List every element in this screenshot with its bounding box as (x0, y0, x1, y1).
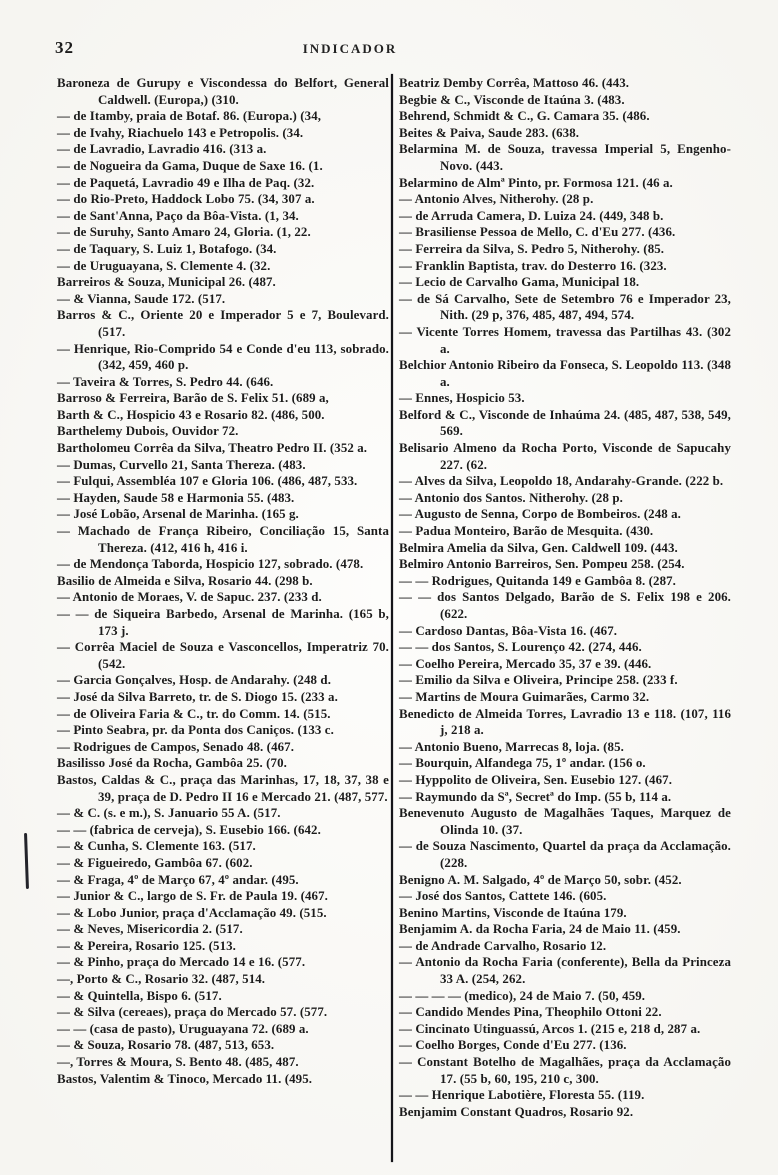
directory-entry: — de Andrade Carvalho, Rosario 12. (399, 938, 607, 953)
directory-entry: — José Lobão, Arsenal de Marinha. (165 g. (57, 507, 299, 522)
directory-entry: Belchior Antonio Ribeiro da Fonseca, S. Leopoldo 113. (348 a. (399, 358, 731, 389)
directory-entry: — de Sá Carvalho, Sete de Setembro 76 e Imperador 23, Nith. (29 p, 376, 485, 487, 494, 574. (399, 291, 731, 323)
directory-entry: — de Lavradio, Lavradio 416. (313 a. (57, 142, 267, 157)
directory-entry: — Fulqui, Assembléa 107 e Gloria 106. (486, 487, 533. (57, 474, 358, 489)
directory-entry: — Martins de Moura Guimarães, Carmo 32. (399, 689, 650, 704)
directory-entry: — Hayden, Saude 58 e Harmonia 55. (483. (57, 490, 295, 505)
directory-entry: — Brasiliense Pessoa de Mello, C. d'Eu 277. (436. (399, 225, 676, 240)
directory-entry: — Henrique, Rio-Comprido 54 e Conde d'eu 113, sobrado. (342, 459, 460 p. (57, 341, 389, 373)
directory-entry: Barthelemy Dubois, Ouvidor 72. (57, 424, 239, 439)
directory-entry: Benjamim Constant Quadros, Rosario 92. (399, 1104, 634, 1119)
column-divider-rule (391, 74, 393, 1162)
directory-entry: — & Fraga, 4º de Março 67, 4º andar. (495. (57, 872, 299, 887)
directory-entry: — José da Silva Barreto, tr. de S. Diogo 15. (233 a. (57, 689, 338, 704)
directory-entry: — Pinto Seabra, pr. da Ponta dos Caniços. (133 c. (57, 723, 334, 738)
directory-entry: Barth & C., Hospicio 43 e Rosario 82. (486, 500. (57, 407, 325, 422)
directory-entry: — & Souza, Rosario 78. (487, 513, 653. (57, 1038, 275, 1053)
directory-entry: — Rodrigues de Campos, Senado 48. (467. (57, 739, 295, 754)
directory-entry: — Corrêa Maciel de Souza e Vasconcellos, Imperatriz 70. (542. (57, 640, 389, 671)
directory-column-left (57, 75, 389, 1087)
directory-entry: — do Rio-Preto, Haddock Lobo 75. (34, 307 a. (57, 192, 315, 207)
running-title: INDICADOR (302, 41, 398, 56)
directory-entry: — Antonio de Moraes, V. de Sapuc. 237. (233 d. (57, 590, 322, 605)
directory-entry: Begbie & C., Visconde de Itaúna 3. (483. (399, 92, 625, 107)
directory-entry: Belisario Almeno da Rocha Porto, Visconde de Sapucahy 227. (62. (399, 441, 731, 472)
directory-entry: — Candido Mendes Pina, Theophilo Ottoni 22. (399, 1005, 662, 1020)
directory-entry: Behrend, Schmidt & C., G. Camara 35. (486. (399, 109, 650, 124)
directory-entry: — de Arruda Camera, D. Luiza 24. (449, 348 b. (399, 208, 664, 223)
directory-entry: — Cincinato Utinguassú, Arcos 1. (215 e, 218 d, 287 a. (399, 1021, 701, 1036)
directory-entry: — — — — (medico), 24 de Maio 7. (50, 459. (399, 988, 646, 1003)
directory-entry: — Ferreira da Silva, S. Pedro 5, Nitherohy. (85. (399, 241, 665, 256)
directory-entry: Beites & Paiva, Saude 283. (638. (399, 125, 580, 140)
directory-entry: — — de Siqueira Barbedo, Arsenal de Marinha. (165 b, 173 j. (57, 607, 389, 638)
directory-entry: Baroneza de Gurupy e Viscondessa do Belfort, General Caldwell. (Europa,) (310. (57, 76, 389, 107)
directory-entry: — — dos Santos, S. Lourenço 42. (274, 446. (399, 640, 642, 655)
directory-entry: — & Silva (cereaes), praça do Mercado 57. (577. (57, 1005, 328, 1020)
directory-entry: — — (fabrica de cerveja), S. Eusebio 166. (642. (57, 822, 321, 837)
directory-entry: — Hyppolito de Oliveira, Sen. Eusebio 127. (467. (399, 772, 673, 787)
directory-entry: — — Rodrigues, Quitanda 149 e Gambôa 8. (287. (399, 573, 677, 588)
directory-entry: Belmiro Antonio Barreiros, Sen. Pompeu 258. (254. (399, 557, 685, 572)
directory-entry: — Taveira & Torres, S. Pedro 44. (646. (57, 374, 274, 389)
directory-entry: Benino Martins, Visconde de Itaúna 179. (399, 905, 627, 920)
directory-entry: — & Quintella, Bispo 6. (517. (57, 988, 222, 1003)
directory-entry: — Dumas, Curvello 21, Santa Thereza. (483. (57, 457, 306, 472)
directory-entry: Bastos, Caldas & C., praça das Marinhas, 17, 18, 37, 38 e 39, praça de D. Pedro II 16 e Mercado 21. (487, 577. (57, 772, 389, 804)
page-header (0, 38, 778, 58)
directory-entry: — Ennes, Hospicio 53. (399, 391, 525, 406)
directory-entry: Benevenuto Augusto de Magalhães Taques, Marquez de Olinda 10. (37. (399, 806, 731, 837)
directory-entry: — Augusto de Senna, Corpo de Bombeiros. (248 a. (399, 507, 681, 522)
directory-entry: — & Lobo Junior, praça d'Acclamação 49. (515. (57, 905, 327, 920)
directory-entry: — — (casa de pasto), Uruguayana 72. (689 a. (57, 1021, 309, 1036)
directory-entry: — de Souza Nascimento, Quartel da praça da Acclamação. (228. (399, 839, 731, 870)
directory-entry: — de Nogueira da Gama, Duque de Saxe 16. (1. (57, 158, 323, 173)
directory-entry: — José dos Santos, Cattete 146. (605. (399, 889, 607, 904)
directory-entry: — Antonio dos Santos. Nitherohy. (28 p. (399, 490, 623, 505)
directory-entry: Bastos, Valentim & Tinoco, Mercado 11. (495. (57, 1071, 313, 1086)
directory-entry: Barreiros & Souza, Municipal 26. (487. (57, 275, 276, 290)
directory-entry: Benedicto de Almeida Torres, Lavradio 13 e 118. (107, 116 j, 218 a. (399, 706, 731, 738)
directory-entry: — — Henrique Labotière, Floresta 55. (119. (399, 1088, 645, 1103)
directory-entry: — Junior & C., largo de S. Fr. de Paula 19. (467. (57, 889, 328, 904)
directory-entry: — Vicente Torres Homem, travessa das Partilhas 43. (302 a. (399, 324, 731, 356)
directory-entry: — Cardoso Dantas, Bôa-Vista 16. (467. (399, 623, 618, 638)
directory-entry: — de Sant'Anna, Paço da Bôa-Vista. (1, 34. (57, 208, 299, 223)
directory-entry: — de Ivahy, Riachuelo 143 e Petropolis. (34. (57, 125, 304, 140)
directory-entry: — Coelho Borges, Conde d'Eu 277. (136. (399, 1038, 627, 1053)
directory-entry: — Constant Botelho de Magalhães, praça da Acclamação 17. (55 b, 60, 195, 210 c, 300. (399, 1055, 731, 1086)
directory-entry: — — dos Santos Delgado, Barão de S. Felix 198 e 206. (622. (399, 590, 731, 621)
directory-entry: — & Vianna, Saude 172. (517. (57, 291, 226, 306)
directory-entry: — Alves da Silva, Leopoldo 18, Andarahy-Grande. (222 b. (399, 474, 724, 489)
directory-entry: — Coelho Pereira, Mercado 35, 37 e 39. (446. (399, 656, 652, 671)
directory-entry: — & Figueiredo, Gambôa 67. (602. (57, 855, 253, 870)
directory-entry: Benjamim A. da Rocha Faria, 24 de Maio 11. (459. (399, 922, 681, 937)
directory-entry: Basilisso José da Rocha, Gambôa 25. (70. (57, 756, 287, 771)
directory-entry: — de Uruguayana, S. Clemente 4. (32. (57, 258, 271, 273)
directory-entry: — Antonio da Rocha Faria (conferente), Bella da Princeza 33 A. (254, 262. (399, 955, 731, 987)
directory-entry: Belarmina M. de Souza, travessa Imperial 5, Engenho-Novo. (443. (399, 142, 731, 173)
directory-entry: Barros & C., Oriente 20 e Imperador 5 e 7, Boulevard. (517. (57, 308, 389, 339)
directory-entry: — de Taquary, S. Luiz 1, Botafogo. (34. (57, 241, 277, 256)
directory-entry: — de Suruhy, Santo Amaro 24, Gloria. (1, 22. (57, 225, 311, 240)
directory-entry: Basilio de Almeida e Silva, Rosario 44. (298 b. (57, 573, 313, 588)
directory-entry: — & C. (s. e m.), S. Januario 55 A. (517. (57, 806, 281, 821)
directory-entry: — & Cunha, S. Clemente 163. (517. (57, 839, 256, 854)
directory-entry: — de Oliveira Faria & C., tr. do Comm. 14. (515. (57, 706, 331, 721)
directory-entry: Belmira Amelia da Silva, Gen. Caldwell 109. (443. (399, 540, 678, 555)
directory-entry: Bartholomeu Corrêa da Silva, Theatro Pedro II. (352 a. (57, 441, 368, 456)
directory-entry: — Raymundo da Sª, Secretª do Imp. (55 b, 114 a. (399, 789, 672, 804)
directory-entry: — Machado de França Ribeiro, Conciliação 15, Santa Thereza. (412, 416 h, 416 i. (57, 524, 389, 555)
directory-column-right (399, 75, 731, 1120)
directory-entry: — de Mendonça Taborda, Hospicio 127, sobrado. (478. (57, 557, 364, 572)
margin-ink-mark (24, 833, 29, 889)
directory-entry: — Lecio de Carvalho Gama, Municipal 18. (399, 275, 640, 290)
directory-entry: —, Torres & Moura, S. Bento 48. (485, 487. (57, 1055, 299, 1070)
directory-entry: Benigno A. M. Salgado, 4º de Março 50, sobr. (452. (399, 872, 682, 887)
directory-entry: — Padua Monteiro, Barão de Mesquita. (430. (399, 524, 654, 539)
directory-entry: Barroso & Ferreira, Barão de S. Felix 51. (689 a, (57, 391, 329, 406)
directory-entry: Belarmino de Almª Pinto, pr. Formosa 121. (46 a. (399, 175, 673, 190)
directory-entry: — Garcia Gonçalves, Hosp. de Andarahy. (248 d. (57, 673, 332, 688)
directory-entry: — Antonio Bueno, Marrecas 8, loja. (85. (399, 739, 624, 754)
directory-entry: — Franklin Baptista, trav. do Desterro 16. (323. (399, 258, 667, 273)
directory-entry: Beatriz Demby Corrêa, Mattoso 46. (443. (399, 76, 630, 90)
directory-entry: — & Pinho, praça do Mercado 14 e 16. (577. (57, 955, 306, 970)
directory-entry: — & Neves, Misericordia 2. (517. (57, 922, 243, 937)
directory-entry: — de Paquetá, Lavradio 49 e Ilha de Paq. (32. (57, 175, 315, 190)
directory-entry: — & Pereira, Rosario 125. (513. (57, 938, 236, 953)
directory-entry: — Antonio Alves, Nitherohy. (28 p. (399, 192, 594, 207)
page-number: 32 (55, 38, 74, 57)
directory-entry: —, Porto & C., Rosario 32. (487, 514. (57, 972, 266, 987)
directory-entry: — Emilio da Silva e Oliveira, Principe 258. (233 f. (399, 673, 678, 688)
directory-entry: — Bourquin, Alfandega 75, 1º andar. (156 o. (399, 756, 646, 771)
directory-entry: Belford & C., Visconde de Inhaúma 24. (485, 487, 538, 549, 569. (399, 407, 731, 439)
directory-entry: — de Itamby, praia de Botaf. 86. (Europa.) (34, (57, 109, 322, 124)
